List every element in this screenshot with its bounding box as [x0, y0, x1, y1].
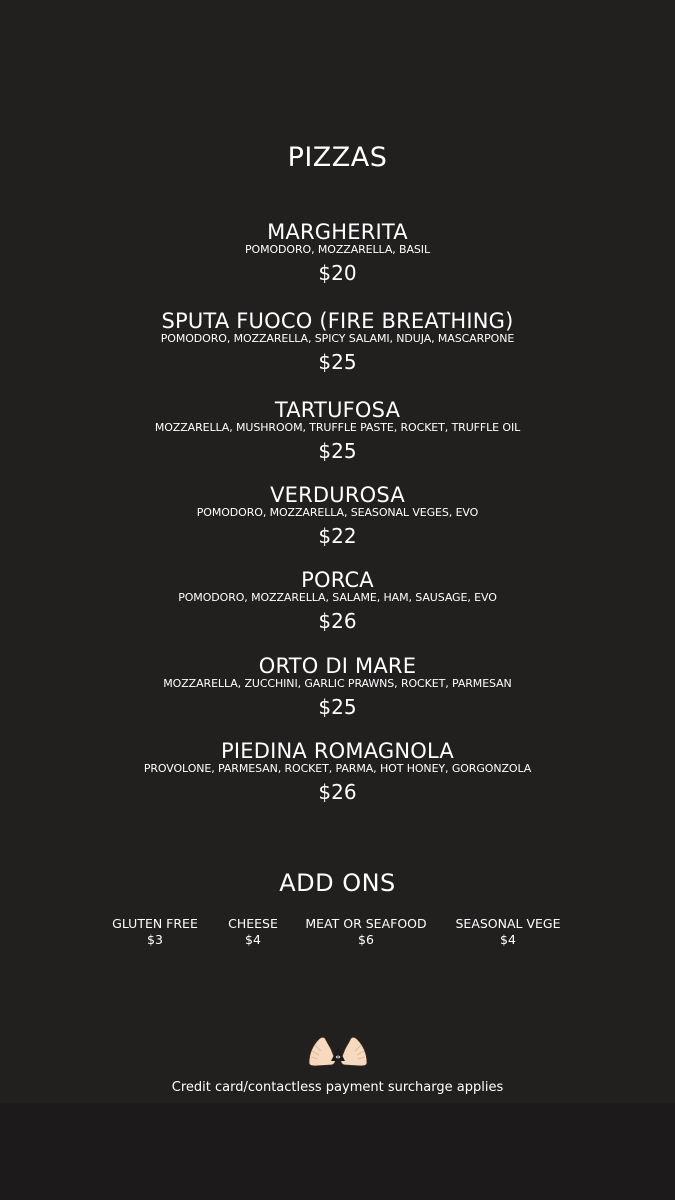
menu-item-description: MOZZARELLA, ZUCCHINI, GARLIC PRAWNS, ROCKET, PARMESAN — [163, 677, 512, 690]
menu-item-verdurosa — [0, 484, 675, 547]
addon-price: $4 — [245, 932, 261, 947]
menu-item-price: $25 — [318, 439, 357, 463]
surcharge-note: Credit card/contactless payment surcharge applies — [171, 1080, 504, 1095]
menu-item-name: VERDUROSA — [270, 483, 405, 507]
hands-triangle-icon — [307, 1033, 369, 1069]
menu-item-name: PORCA — [301, 568, 374, 592]
menu-item-name: MARGHERITA — [267, 220, 408, 244]
pizzas-title: PIZZAS — [287, 142, 388, 173]
addons-title: ADD ONS — [279, 869, 396, 897]
menu-item-name: SPUTA FUOCO (FIRE BREATHING) — [161, 309, 514, 333]
addon-label: CHEESE — [228, 916, 278, 931]
menu-item-tartufosa — [0, 399, 675, 462]
footer-band — [0, 1103, 675, 1200]
menu-item-name: PIEDINA ROMAGNOLA — [221, 739, 454, 763]
menu-item-orto-di-mare — [0, 655, 675, 718]
addon-label: GLUTEN FREE — [112, 916, 198, 931]
menu-item-porca — [0, 569, 675, 632]
menu-item-piedina-romagnola — [0, 740, 675, 803]
menu-item-price: $20 — [318, 261, 357, 285]
menu-item-description: POMODORO, MOZZARELLA, SEASONAL VEGES, EVO — [196, 506, 479, 519]
addon-seasonal-vege — [455, 916, 560, 947]
addon-price: $4 — [500, 932, 516, 947]
menu-item-sputa-fuoco — [0, 310, 675, 373]
menu-item-price: $26 — [318, 609, 357, 633]
addon-label: SEASONAL VEGE — [455, 916, 561, 931]
addon-gluten-free — [112, 916, 198, 947]
menu-item-description: POMODORO, MOZZARELLA, SALAME, HAM, SAUSAGE, EVO — [178, 591, 497, 604]
menu-item-description: MOZZARELLA, MUSHROOM, TRUFFLE PASTE, ROCKET, TRUFFLE OIL — [154, 421, 521, 434]
menu-item-description: POMODORO, MOZZARELLA, BASIL — [245, 243, 430, 256]
addon-label: MEAT OR SEAFOOD — [305, 916, 427, 931]
menu-item-price: $25 — [318, 695, 357, 719]
menu-item-description: PROVOLONE, PARMESAN, ROCKET, PARMA, HOT HONEY, GORGONZOLA — [143, 762, 532, 775]
addon-meat-or-seafood — [305, 916, 426, 947]
addon-cheese — [228, 916, 278, 947]
menu-item-name: TARTUFOSA — [274, 398, 401, 422]
addon-price: $6 — [358, 932, 374, 947]
menu-item-margherita — [0, 221, 675, 284]
menu-item-price: $26 — [318, 780, 357, 804]
menu-item-price: $22 — [318, 524, 357, 548]
menu-item-price: $25 — [318, 350, 357, 374]
menu-item-description: POMODORO, MOZZARELLA, SPICY SALAMI, NDUJA, MASCARPONE — [160, 332, 515, 345]
menu-item-name: ORTO DI MARE — [258, 654, 417, 678]
addon-price: $3 — [147, 932, 163, 947]
